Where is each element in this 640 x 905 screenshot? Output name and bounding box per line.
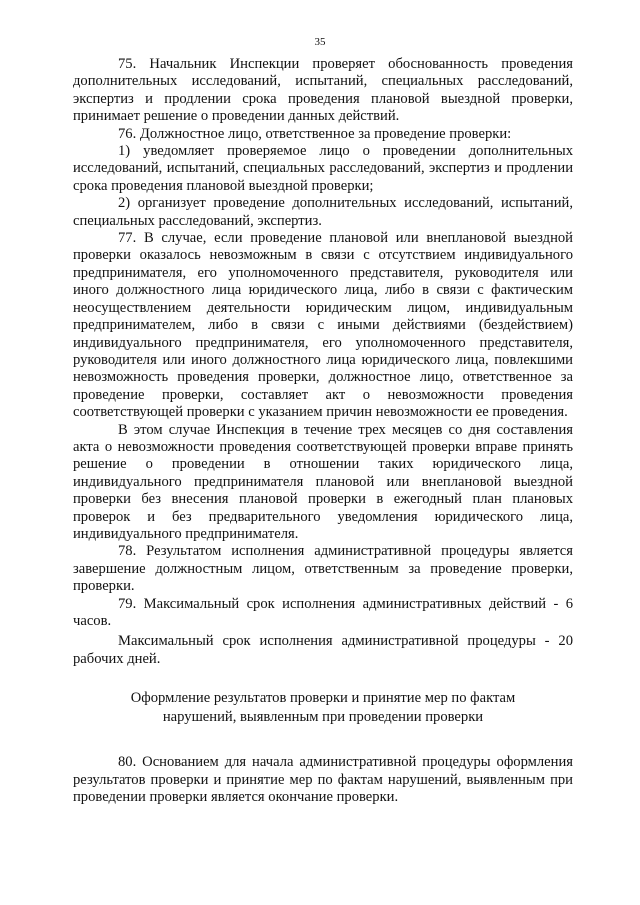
paragraph-80: 80. Основанием для начала административной процедуры оформления результатов проверки и принятие мер по фактам нарушений, выявленным при проведении проверки является окончание проверки.	[73, 754, 573, 806]
paragraph-75: 75. Начальник Инспекции проверяет обоснованность проведения дополнительных исследований, испытаний, специальных расследований, экспертиз и продлении срока проведения плановой выездной проверки, принимает решение о проведении данных действий.	[73, 56, 573, 125]
paragraph-76-item-1: 1) уведомляет проверяемое лицо о проведении дополнительных исследований, испытаний, специальных расследований, экспертиз и продлении срока проведения плановой выездной проверки;	[73, 143, 573, 194]
paragraph-79-continuation: Максимальный срок исполнения административной процедуры - 20 рабочих дней.	[73, 633, 573, 667]
page-number: 35	[314, 36, 326, 48]
paragraph-79: 79. Максимальный срок исполнения административных действий - 6 часов.	[73, 595, 573, 629]
paragraph-78: 78. Результатом исполнения административной процедуры является завершение должностным лицом, ответственным за проведение проверки, проверки.	[73, 543, 573, 595]
paragraph-76-item-2: 2) организует проведение дополнительных исследований, испытаний, специальных расследований, экспертиз.	[73, 195, 573, 229]
document-body	[73, 56, 573, 806]
paragraph-77-continuation: В этом случае Инспекция в течение трех месяцев со дня составления акта о невозможности проведения соответствующей проверки вправе принять решение о проведении в отношении таких юридического лица, индивидуального предпринимателя плановой или внеплановой выездной проверки без внесения плановой проверки в ежегодный план плановых проверок и без предварительного уведомления юридического лица, индивидуального предпринимателя.	[73, 421, 573, 542]
paragraph-76: 76. Должностное лицо, ответственное за проведение проверки:	[118, 125, 512, 142]
paragraph-77: 77. В случае, если проведение плановой или внеплановой выездной проверки оказалось невозможным в связи с отсутствием индивидуального предпринимателя, его уполномоченного представителя, руководителя или иного должностного лица юридического лица, либо в связи с фактическим неосуществлением деятельности юридическим лицом, индивидуальным предпринимателем, либо в связи с иными действиями (бездействием) индивидуального предпринимателя, его уполномоченного представителя, руководителя или иного должностного лица юридического лица, повлекшими невозможность проведения проверки, должностное лицо, ответственное за проведение проверки, составляет акт о невозможности проведения соответствующей проверки с указанием причин невозможности ее проведения.	[73, 230, 573, 421]
section-heading: Оформление результатов проверки и принятие мер по фактам нарушений, выявленным при проведении проверки	[130, 690, 516, 726]
